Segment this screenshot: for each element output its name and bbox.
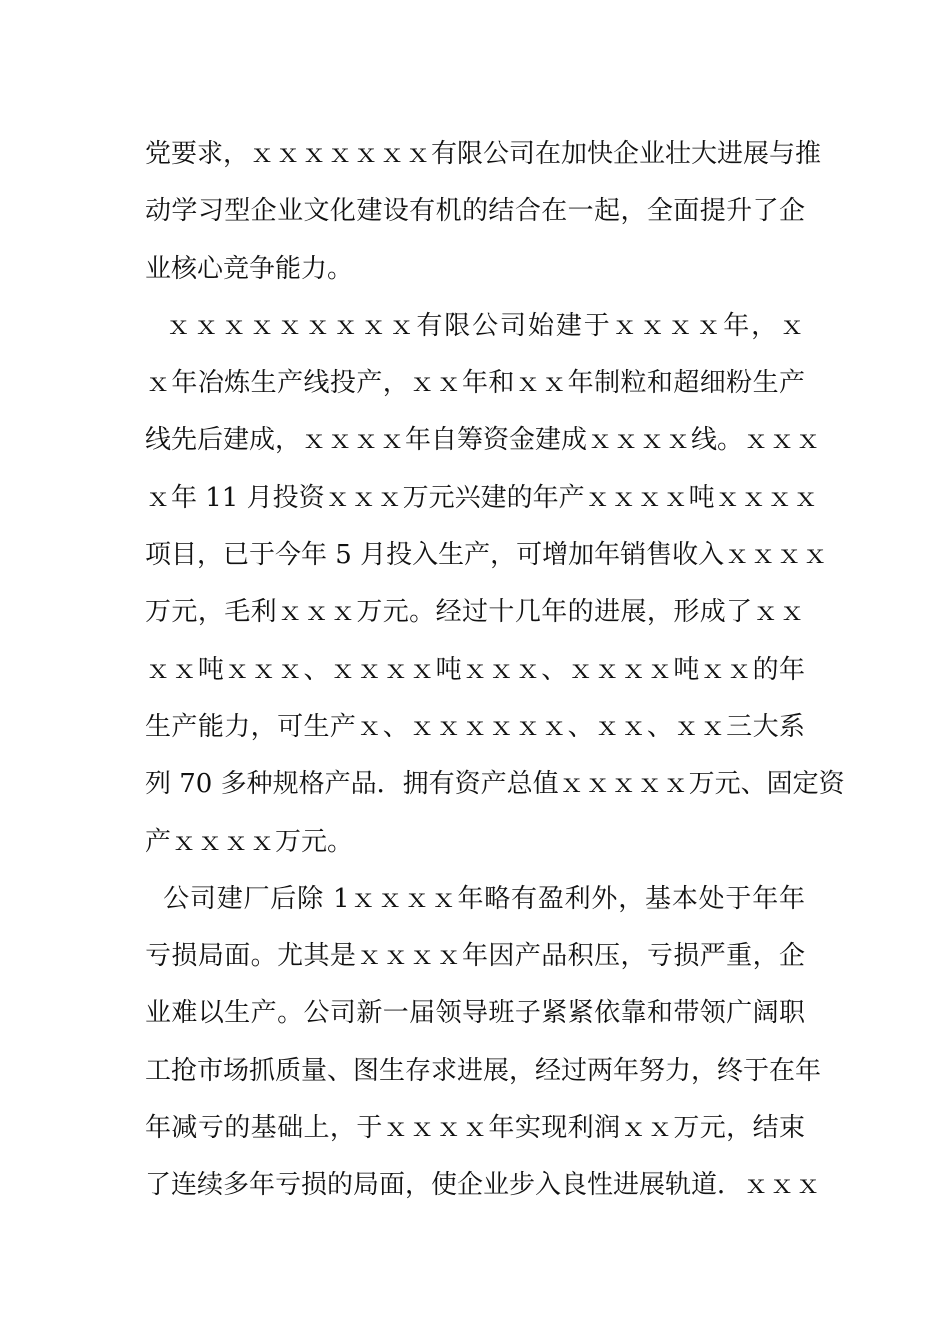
text-line: 产ｘｘｘｘ万元。 — [145, 826, 354, 857]
text-line: 业难以生产。公司新一届领导班子紧紧依靠和带领广阔职 — [145, 998, 805, 1029]
text-line: 公司建厂后除 1ｘｘｘｘ年略有盈利外，基本处于年年 — [145, 883, 805, 914]
text-line: 亏损局面。尤其是ｘｘｘｘ年因产品积压，亏损严重，企 — [145, 941, 805, 972]
text-line: ｘｘ吨ｘｘｘ、ｘｘｘｘ吨ｘｘｘ、ｘｘｘｘ吨ｘｘ的年 — [145, 654, 805, 685]
text-line: 线先后建成，ｘｘｘｘ年自筹资金建成ｘｘｘｘ线。ｘｘｘ — [145, 425, 822, 456]
text-line: 列 70 多种规格产品．拥有资产总值ｘｘｘｘｘ万元、固定资 — [145, 769, 845, 800]
text-line: ｘ年冶炼生产线投产，ｘｘ年和ｘｘ年制粒和超细粉生产 — [145, 368, 805, 399]
text-line: 项目，已于今年 5 月投入生产，可增加年销售收入ｘｘｘｘ — [145, 540, 829, 571]
document-body — [145, 126, 845, 1215]
text-line: 了连续多年亏损的局面，使企业步入良性进展轨道．ｘｘｘ — [145, 1170, 822, 1201]
text-line: ｘ年 11 月投资ｘｘｘ万元兴建的年产ｘｘｘｘ吨ｘｘｘｘ — [145, 482, 819, 513]
text-line: 动学习型企业文化建设有机的结合在一起，全面提升了企 — [145, 196, 805, 227]
text-line: 工抢市场抓质量、图生存求进展，经过两年努力，终于在年 — [145, 1055, 822, 1086]
text-line: 生产能力，可生产ｘ、ｘｘｘｘｘｘ、ｘｘ、ｘｘ三大系 — [145, 711, 805, 742]
text-line: 万元，毛利ｘｘｘ万元。经过十几年的进展，形成了ｘｘ — [145, 597, 805, 628]
text-line: ｘｘｘｘｘｘｘｘｘ有限公司始建于ｘｘｘｘ年，ｘ — [145, 310, 805, 341]
text-line: 党要求，ｘｘｘｘｘｘｘ有限公司在加快企业壮大进展与推 — [145, 139, 822, 169]
text-line: 年减亏的基础上，于ｘｘｘｘ年实现利润ｘｘ万元，结束 — [145, 1113, 805, 1144]
text-line: 业核心竞争能力。 — [145, 253, 354, 284]
